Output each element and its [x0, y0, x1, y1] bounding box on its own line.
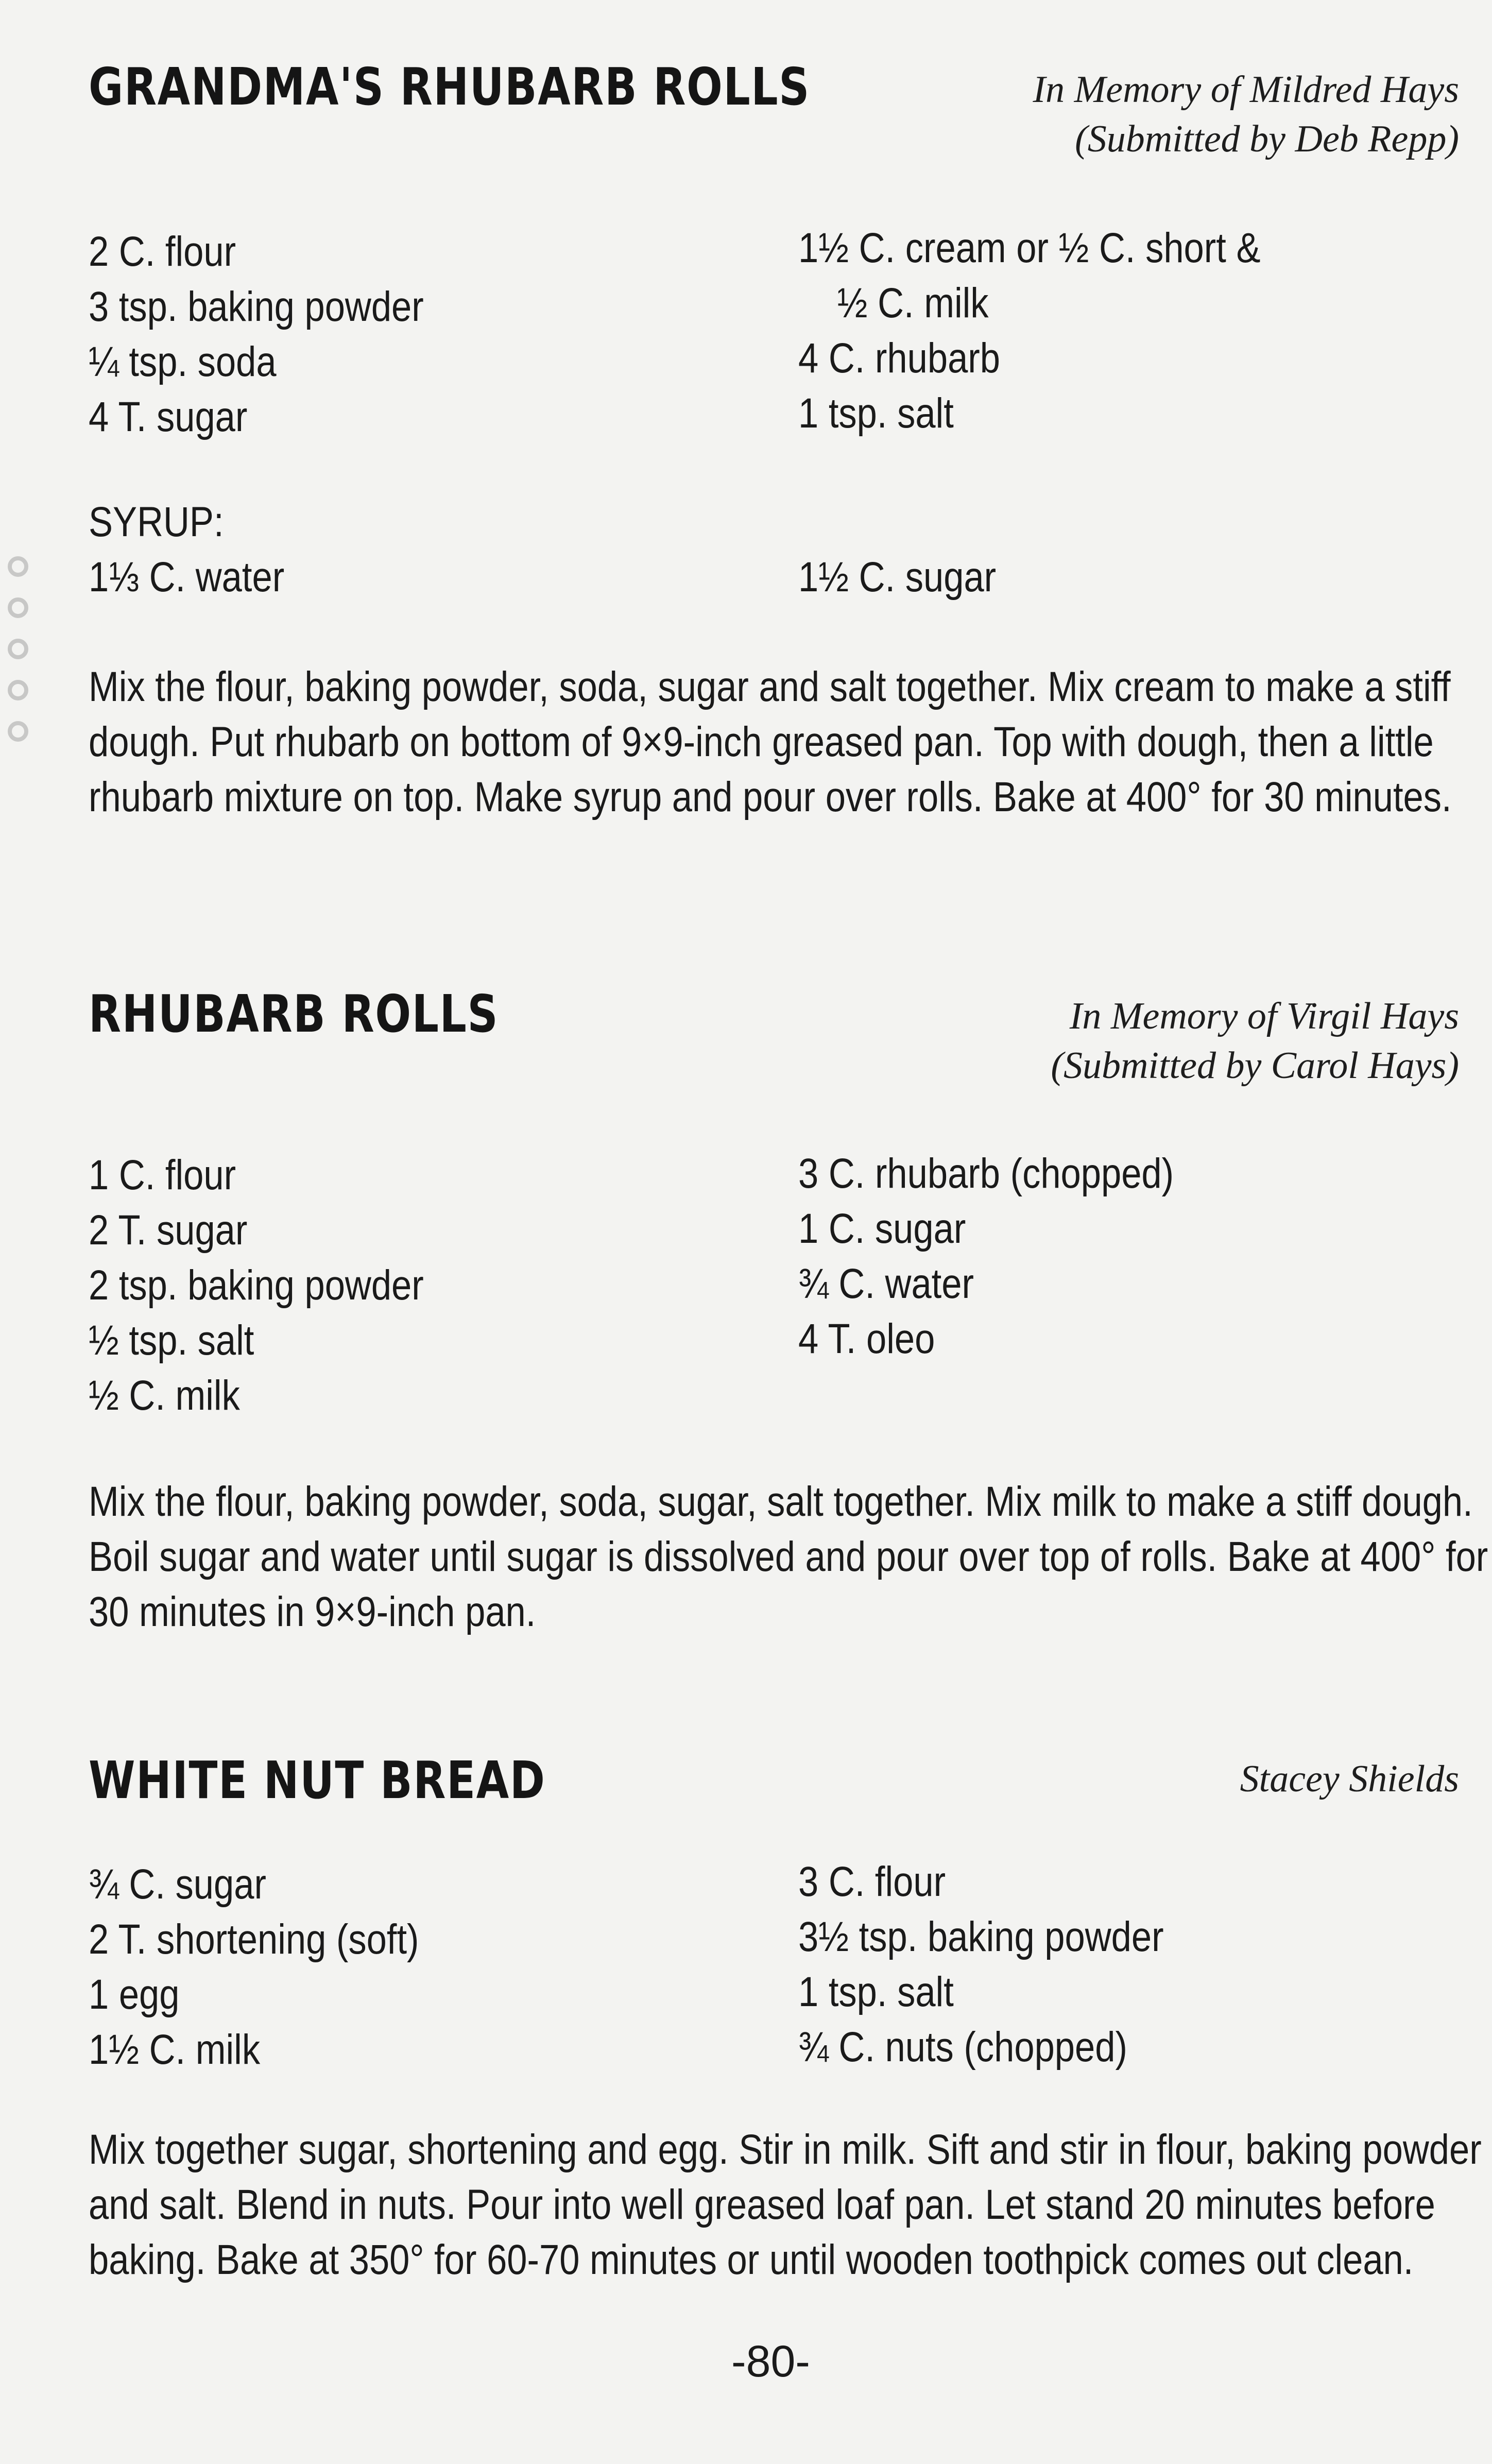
ingredient: ¾ C. water [798, 1260, 974, 1307]
page-number: -80- [731, 2337, 810, 2386]
ingredients-right [798, 220, 1260, 441]
ingredient: ½ tsp. salt [89, 1317, 254, 1364]
ingredient: 1½ C. milk [89, 2026, 261, 2073]
ingredients-left [89, 1148, 424, 1423]
ingredient: ½ C. milk [89, 1372, 240, 1419]
ingredient: ¼ tsp. soda [89, 338, 277, 385]
ingredient: 1 C. sugar [798, 1205, 966, 1252]
recipe-directions: Mix the flour, baking powder, soda, sugar, salt together. Mix milk to make a stiff dough. Boil sugar and water until sugar is dissolved and pour over top of rolls. Bake at 400° for 30 minutes in 9×9-inch pan. [89, 1478, 1488, 1635]
ingredient: 4 T. sugar [89, 393, 248, 440]
ingredient: 3 C. flour [798, 1858, 946, 1905]
recipe-title: GRANDMA'S RHUBARB ROLLS [89, 57, 811, 117]
ingredient: 2 T. shortening (soft) [89, 1916, 419, 1963]
ingredient: 1 C. flour [89, 1152, 236, 1199]
ingredient: 4 T. oleo [798, 1315, 935, 1362]
ingredient: 1½ C. cream or ½ C. short & [798, 225, 1261, 271]
recipe-attribution [1240, 1754, 1459, 1804]
ingredient: ½ C. milk [837, 280, 989, 327]
attribution-line: (Submitted by Deb Repp) [1075, 118, 1459, 160]
ingredient: 2 tsp. baking powder [89, 1262, 424, 1309]
attribution-line: In Memory of Mildred Hays [1033, 69, 1459, 111]
ingredient: 3½ tsp. baking powder [798, 1913, 1164, 1960]
ingredient: 2 C. flour [89, 228, 236, 275]
ingredient: ¾ C. nuts (chopped) [798, 2024, 1127, 2071]
attribution-line: In Memory of Virgil Hays [1069, 995, 1459, 1037]
recipe-attribution [1033, 65, 1459, 164]
ingredient: 3 C. rhubarb (chopped) [798, 1150, 1174, 1197]
ingredients-left [89, 224, 424, 444]
recipe-directions: Mix the flour, baking powder, soda, sugar and salt together. Mix cream to make a stiff dough. Put rhubarb on bottom of 9×9-inch greased pan. Top with dough, then a little rhubarb mixture on top. Make syrup and pour over rolls. Bake at 400° for 30 minutes. [89, 663, 1452, 820]
ingredient: ¾ C. sugar [89, 1861, 266, 1908]
recipe-title: RHUBARB ROLLS [89, 984, 499, 1044]
ingredient: 1 tsp. salt [798, 1969, 954, 2015]
ingredient: 1½ C. sugar [798, 554, 997, 601]
syrup-ingredients-right [798, 550, 996, 605]
ingredients-right [798, 1146, 1174, 1366]
recipe-title: WHITE NUT BREAD [89, 1750, 546, 1810]
syrup-ingredients-left [89, 550, 284, 605]
ingredient: 1⅓ C. water [89, 554, 285, 601]
ingredient: 4 C. rhubarb [798, 335, 1000, 382]
ingredient: 1 tsp. salt [798, 390, 954, 437]
recipe-directions: Mix together sugar, shortening and egg. Stir in milk. Sift and stir in flour, baking powder and salt. Blend in nuts. Pour into well greased loaf pan. Let stand 20 minutes before baking. Bake at 350° for 60-70 minutes or until wooden toothpick comes out clean. [89, 2126, 1482, 2283]
attribution-line: Stacey Shields [1240, 1758, 1459, 1800]
ingredient: 2 T. sugar [89, 1207, 248, 1254]
recipe-attribution [1051, 991, 1459, 1090]
attribution-line: (Submitted by Carol Hays) [1051, 1045, 1459, 1087]
binding-holes-mark [3, 556, 33, 742]
ingredient: 1 egg [89, 1971, 180, 2018]
ingredient: 3 tsp. baking powder [89, 283, 424, 330]
syrup-label: SYRUP: [89, 499, 224, 545]
ingredients-left [89, 1857, 419, 2077]
ingredients-right [798, 1854, 1164, 2075]
